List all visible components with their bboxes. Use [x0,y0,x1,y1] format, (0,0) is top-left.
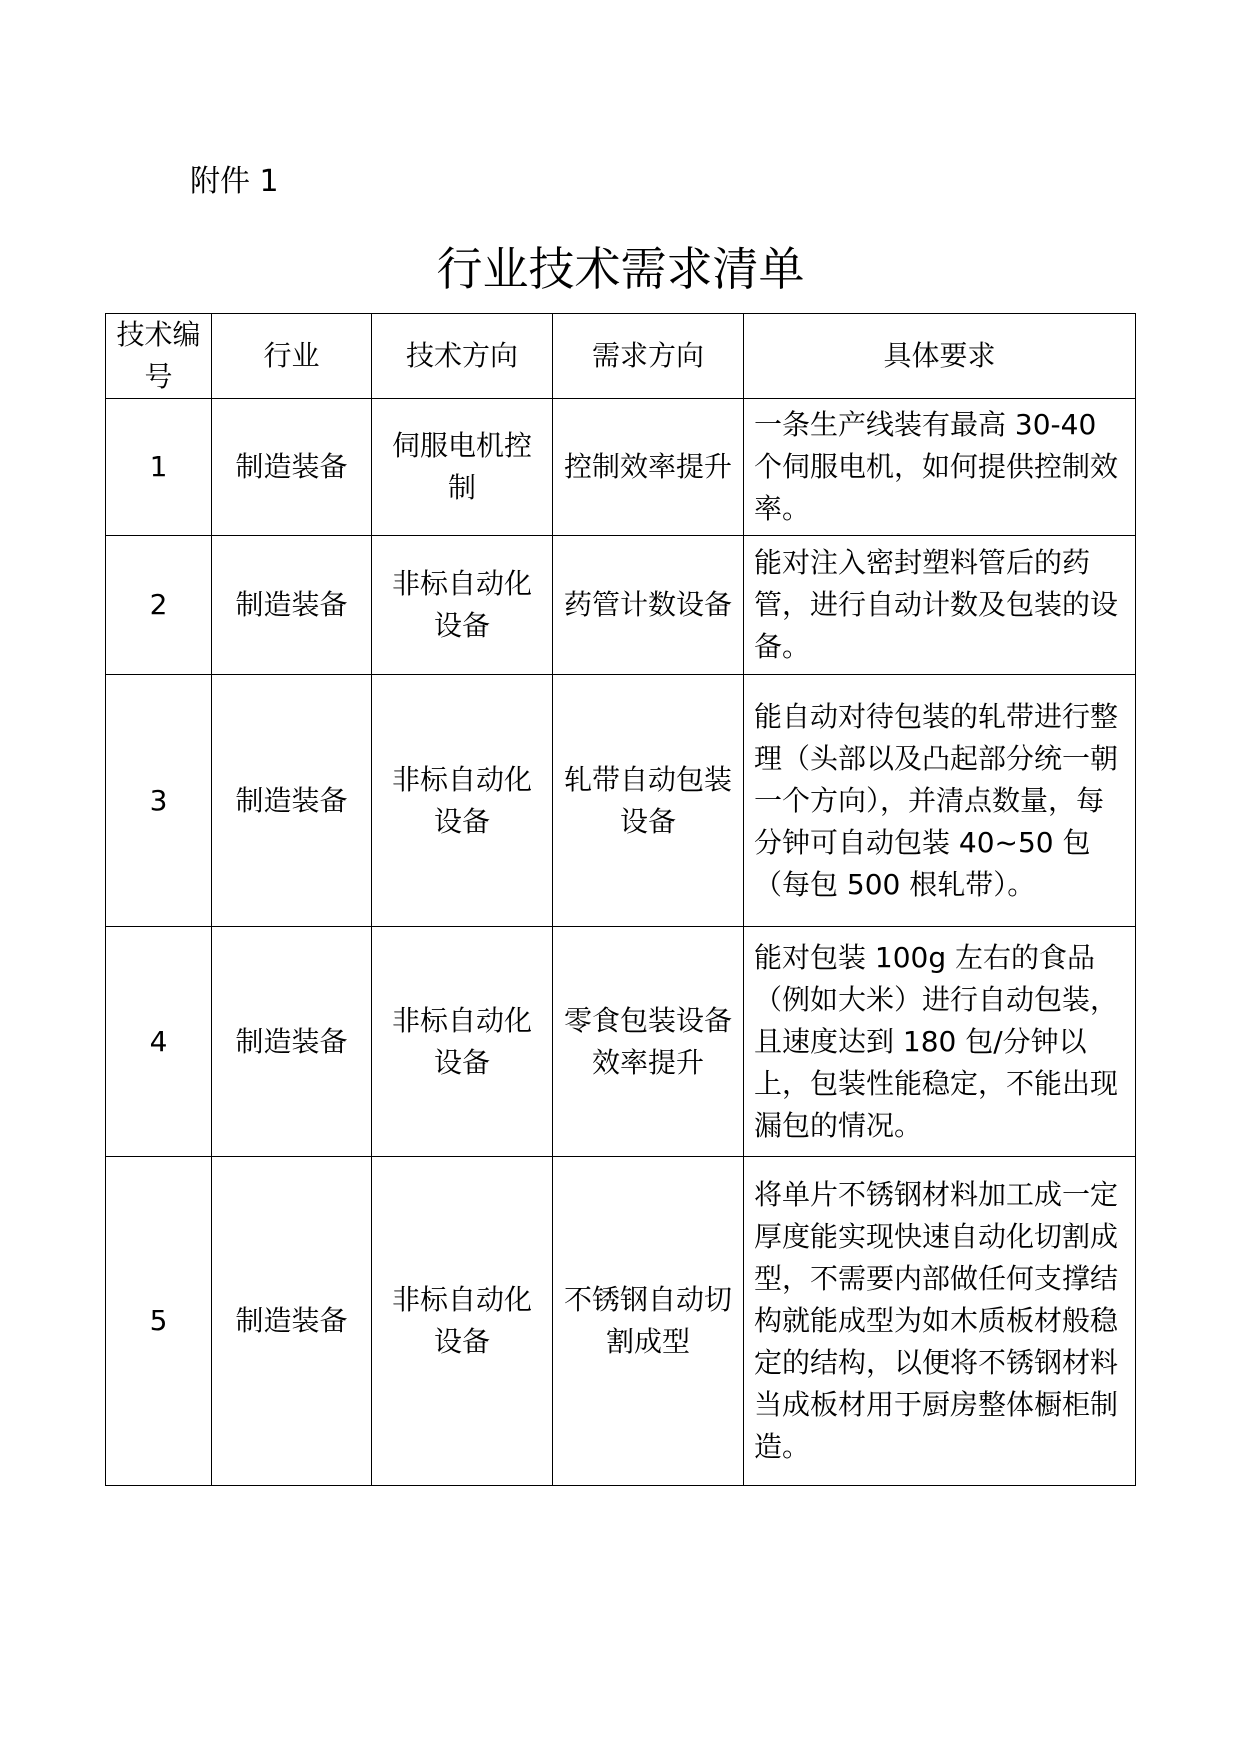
header-demand-direction: 需求方向 [553,314,744,399]
header-tech-direction: 技术方向 [372,314,553,399]
table-row [106,536,1136,675]
requirements-table [105,313,1136,1486]
cell-tech-direction: 非标自动化设备 [372,536,553,675]
cell-industry: 制造装备 [212,675,372,927]
cell-tech-number: 4 [106,927,212,1157]
cell-industry: 制造装备 [212,927,372,1157]
cell-demand-direction: 零食包装设备效率提升 [553,927,744,1157]
cell-tech-number: 1 [106,399,212,536]
cell-requirement: 能对包装 100g 左右的食品（例如大米）进行自动包装，且速度达到 180 包/分钟以上，包装性能稳定，不能出现漏包的情况。 [744,927,1136,1157]
attachment-label: 附件 1 [190,164,279,199]
cell-tech-direction: 非标自动化设备 [372,675,553,927]
cell-industry: 制造装备 [212,1157,372,1486]
cell-demand-direction: 不锈钢自动切割成型 [553,1157,744,1486]
cell-demand-direction: 轧带自动包装设备 [553,675,744,927]
cell-tech-number: 2 [106,536,212,675]
header-tech-number: 技术编号 [106,314,212,399]
cell-demand-direction: 控制效率提升 [553,399,744,536]
cell-demand-direction: 药管计数设备 [553,536,744,675]
table-header-row [106,314,1136,399]
cell-tech-direction: 非标自动化设备 [372,927,553,1157]
header-requirement: 具体要求 [744,314,1136,399]
table-row [106,927,1136,1157]
table-row [106,675,1136,927]
cell-tech-direction: 伺服电机控制 [372,399,553,536]
cell-tech-number: 5 [106,1157,212,1486]
cell-requirement: 能对注入密封塑料管后的药管，进行自动计数及包装的设备。 [744,536,1136,675]
cell-industry: 制造装备 [212,536,372,675]
cell-industry: 制造装备 [212,399,372,536]
page-title: 行业技术需求清单 [436,242,805,296]
cell-tech-direction: 非标自动化设备 [372,1157,553,1486]
cell-tech-number: 3 [106,675,212,927]
cell-requirement: 将单片不锈钢材料加工成一定厚度能实现快速自动化切割成型，不需要内部做任何支撑结构就能成型为如木质板材般稳定的结构，以便将不锈钢材料当成板材用于厨房整体橱柜制造。 [744,1157,1136,1486]
table-row [106,1157,1136,1486]
cell-requirement: 能自动对待包装的轧带进行整理（头部以及凸起部分统一朝一个方向），并清点数量，每分钟可自动包装 40~50 包（每包 500 根轧带）。 [744,675,1136,927]
header-industry: 行业 [212,314,372,399]
table-row [106,399,1136,536]
cell-requirement: 一条生产线装有最高 30-40 个伺服电机，如何提供控制效率。 [744,399,1136,536]
